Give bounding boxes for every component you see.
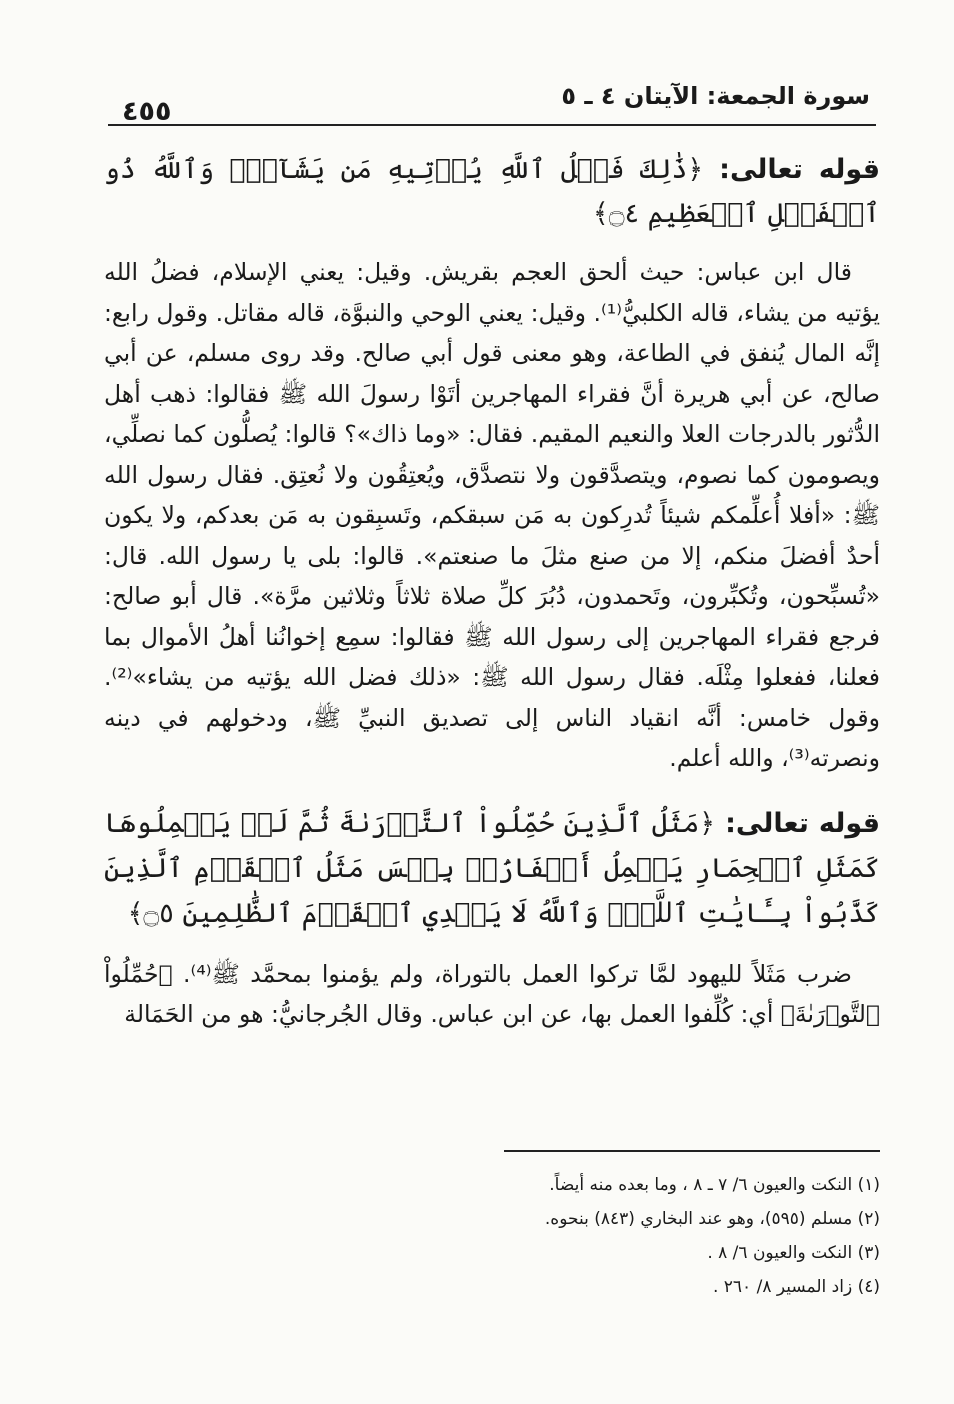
footnote: (٤) زاد المسير ٨/ ٢٦٠ .	[712, 1277, 880, 1297]
commentary-paragraph: ضرب مَثَلاً لليهود لمَّا تركوا العمل بالتوراة، ولم يؤمنوا بمحمَّد ﷺ⁽⁴⁾. ﴿حُمِّلُواْ ٱلتَّوۡرَىٰةَ﴾ أي: كُلِّفوا العمل بها، عن ابن عباس. وقال الجُرجانيُّ: هو من الحَمَالة	[104, 959, 880, 1028]
quran-verse: ﴿مَثَلُ ٱلَّذِينَ حُمِّلُواْ ٱلتَّوۡرَىٰةَ ثُمَّ لَمۡ يَحۡمِلُوهَا كَمَثَلِ ٱلۡحِمَارِ يَحۡمِلُ أَسۡفَارَۢاۚ بِئۡسَ مَثَلُ ٱلۡقَوۡمِ ٱلَّذِينَ كَذَّبُواْ بِـَٔايَٰتِ ٱللَّهِۚ وَٱللَّهُ لَا يَهۡدِي ٱلۡقَوۡمَ ٱلظَّٰلِمِينَ ۝٥﴾	[104, 807, 880, 929]
verse-heading-4	[104, 148, 880, 236]
quran-verse: ﴿ذَٰلِكَ فَضۡلُ ٱللَّهِ يُؤۡتِيهِ مَن يَشَآءُۚ وَٱللَّهُ ذُو ٱلۡفَضۡلِ ٱلۡعَظِيمِ ۝٤﴾	[104, 154, 880, 229]
footnotes	[104, 1168, 880, 1304]
commentary-paragraph: قال ابن عباس: حيث ألحق العجم بقريش. وقيل: يعني الإسلام، فضلُ الله يؤتيه من يشاء، قاله الكلبيُّ⁽¹⁾. وقيل: يعني الوحي والنبوَّة، قاله مقاتل. وقول رابع: إنَّه المال يُنفق في الطاعة، وهو معنى قول أبي صالح. وقد روى مسلم، عن أبي صالح، عن أبي هريرة أنَّ فقراء المهاجرين أتَوْا رسولَ الله ﷺ فقالوا: ذهب أهل الدُّثور بالدرجات العلا والنعيم المقيم. فقال: «وما ذاك»؟ قالوا: يُصلُّون كما نصلِّي، ويصومون كما نصوم، ويتصدَّقون ولا نتصدَّق، ويُعتِقُون ولا نُعتِق. فقال رسول الله ﷺ: «أفلا أُعلِّمكم شيئاً تُدرِكون به مَن سبقكم، وتَسبِقون به مَن بعدكم، ولا يكون أحدٌ أفضلَ منكم، إلا من صنع مثلَ ما صنعتم». قالوا: بلى يا رسول الله. قال: «تُسبِّحون، وتُكبِّرون، وتَحمدون، دُبُرَ كلِّ صلاة ثلاثاً وثلاثين مرَّة». قال أبو صالح: فرجع فقراء المهاجرين إلى رسول الله ﷺ فقالوا: سمِع إخوانُنا أهلُ الأموال بما فعلنا، ففعلوا مِثْلَه. فقال رسول الله ﷺ: «ذلك فضل الله يؤتيه من يشاء»⁽²⁾. وقول خامس: أنَّه انقياد الناس إلى تصديق النبيِّ ﷺ، ودخولهم في دينه ونصرته⁽³⁾، والله أعلم.	[104, 258, 880, 772]
footnote-divider	[504, 1150, 880, 1152]
main-text	[104, 148, 880, 1035]
heading-lead: قوله تعالى:	[715, 807, 880, 839]
page-header	[108, 74, 876, 126]
footnote: (٢) مسلم (٥٩٥)، وهو عند البخاري (٨٤٣) بنحوه.	[544, 1209, 880, 1229]
page-number: ٤٥٥	[122, 96, 172, 127]
footnote: (٣) النكت والعيون ٦/ ٨ .	[707, 1243, 880, 1263]
running-title: سورة الجمعة: الآيتان ٤ ـ ٥	[561, 82, 870, 110]
verse-heading-5	[104, 801, 880, 936]
heading-lead: قوله تعالى:	[703, 154, 880, 185]
footnote: (١) النكت والعيون ٦/ ٧ ـ ٨ ، وما بعده منه أيضاً.	[549, 1175, 880, 1195]
